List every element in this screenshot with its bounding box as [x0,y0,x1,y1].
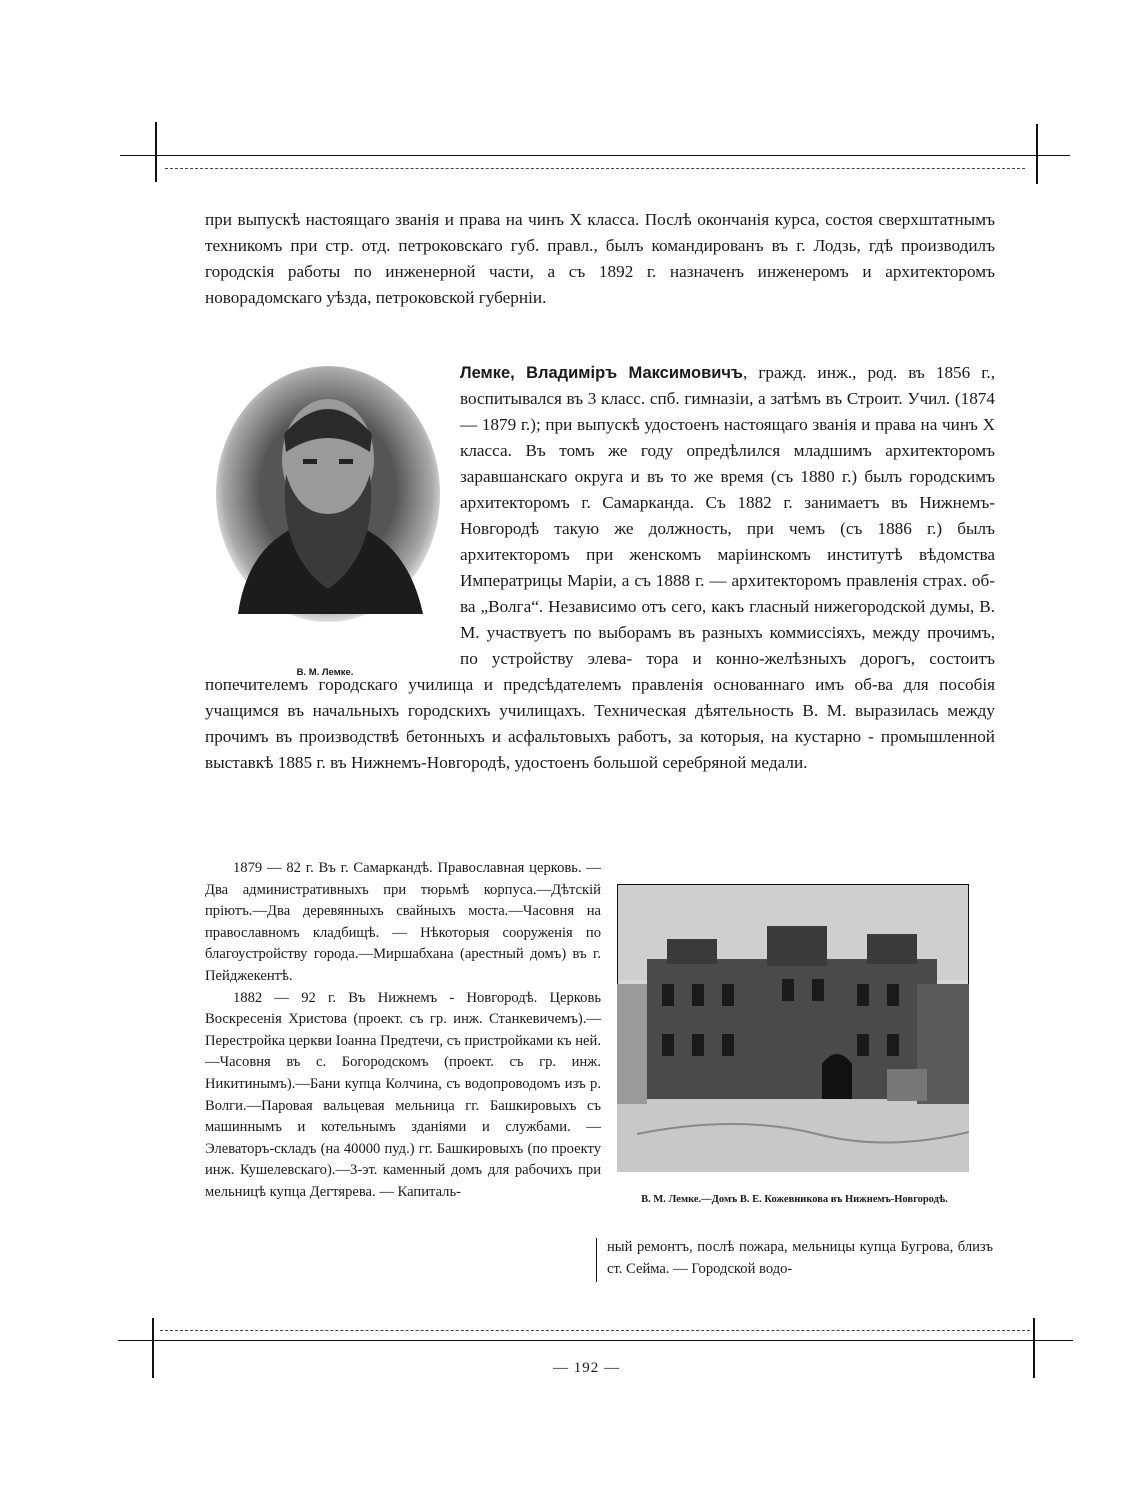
frame-top [120,155,1070,156]
frame-bottom [118,1340,1073,1341]
works-column-right [607,1237,993,1280]
frame-right-top [1036,124,1038,184]
biography-paragraph [205,360,995,776]
intro-paragraph: при выпускѣ настоящаго званія и права на чинъ X класса. Послѣ окончанія курса, состоя сверхштатнымъ техникомъ при стр. отд. петроковскаго губ. правл., былъ командированъ въ г. Лодзь, гдѣ производилъ городскія работы по инженерной части, а съ 1892 г. назначенъ инженеромъ и архитекторомъ новорадомскаго уѣзда, петроковской губерніи. [205,210,995,307]
photo-caption: В. М. Лемке.—Домъ В. Е. Кожевникова въ Нижнемъ-Новгородѣ. [641,1194,948,1205]
portrait-image [208,364,448,634]
works-nizhny: 1882 — 92 г. Въ Нижнемъ - Новгородѣ. Церковь Воскресенія Христова (проект. съ гр. инж. Станкевичемъ).—Перестройка церкви Іоанна Предтечи, съ пристройками къ ней.—Часовня въ с. Богородскомъ (проект. съ гр. инж. Никитинымъ).—Бани купца Колчина, съ водопроводомъ изъ р. Волги.—Паровая вальцевая мельница гг. Башкировыхъ съ машиннымъ и котельнымъ зданіями и службами. — Элеваторъ-складъ (на 40000 пуд.) гг. Башкировыхъ (по проекту инж. Кушелевскаго).—3-эт. каменный домъ для рабочихъ при мельницѣ купца Дегтярева. — Капиталь- [205,989,601,1200]
portrait-caption: В. М. Лемке. [296,667,354,678]
frame-bottom-dashes [160,1330,1030,1331]
building-photo [617,884,969,1172]
biography-text: , гражд. инж., род. въ 1856 г., воспитывался въ 3 класс. спб. гимназіи, а затѣмъ въ Строит. Учил. (1874 — 1879 г.); при выпускѣ удостоенъ настоящаго званія и права на чинъ X класса. Въ томъ же году опредѣлился младшимъ архитекторомъ заравшанскаго округа и въ то же время (съ 1880 г.) былъ городскимъ архитекторомъ г. Самарканда. Съ 1882 г. занимаетъ въ Нижнемъ-Новгородѣ такую же должность, при чемъ (съ 1886 г.) былъ архитекторомъ при женскомъ маріинскомъ институтѣ вѣдомства Императрицы Маріи, а съ 1888 г. — архитекторомъ правленія страх. об-ва „Волга“. Независимо отъ сего, какъ гласный нижегородской думы, В. М. участвуетъ по выборамъ въ разныхъ коммиссіяхъ, между прочимъ, по устройству элева- [460,363,995,668]
frame-top-dashes [165,168,1025,169]
frame-right-bottom [1033,1318,1035,1378]
frame-left-bottom [152,1318,154,1378]
works-column-left [205,858,601,1204]
works-continuation: ный ремонтъ, послѣ пожара, мельницы купца Бугрова, близъ ст. Сейма. — Городской водо- [607,1239,993,1277]
works-samarkand: 1879 — 82 г. Въ г. Самаркандѣ. Православная церковь. — Два административныхъ при тюрьмѣ корпуса.—Дѣтскій пріютъ.—Два деревянныхъ свайныхъ моста.—Часовня на православномъ кладбищѣ. — Нѣкоторыя сооруженія по благоустройству города.—Миршабхана (арестный домъ) въ г. Пейджекентѣ. [205,860,601,984]
frame-left-top [155,122,157,182]
page-number: — 192 — [553,1360,620,1376]
author-name: Лемке, Владиміръ Максимовичъ [460,364,743,382]
biography-continuation: тора и конно-желѣзныхъ дорогъ, состоитъ попечителемъ городскаго училища и предсѣдателемъ правленія основаннаго имъ об-ва для пособія учащимся въ начальныхъ городскихъ училищахъ. Техническая дѣятельность В. М. выразилась между прочимъ въ производствѣ бетонныхъ и асфальтовыхъ работъ, за которыя, на кустарно - промышленной выставкѣ 1885 г. въ Нижнемъ-Новгородѣ, удостоенъ большой серебряной медали. [205,649,995,772]
portrait-figure [200,364,450,678]
column-divider [596,1238,597,1282]
